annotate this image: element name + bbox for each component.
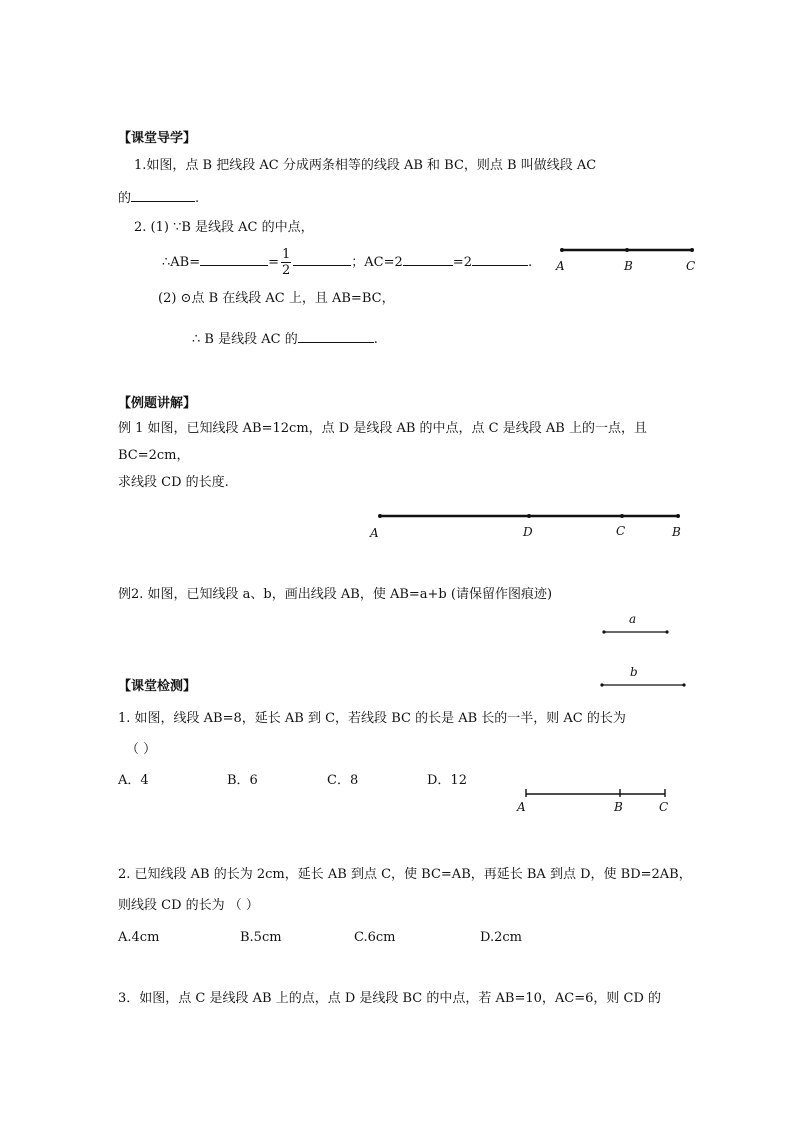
check-q1-line1: 1. 如图，线段 AB=8，延长 AB 到 C，若线段 BC 的长是 AB 长的一半，则 AC 的长为 [118,711,626,726]
segment-b-start [600,683,603,686]
guide-q2-intro: 2. (1) ∵B 是线段 AC 的中点， [134,220,314,235]
fraction-denominator: 2 [282,263,291,278]
check-q1-option-c[interactable]: C．8 [327,773,359,788]
label-a: A [517,800,526,814]
figure-segments-a-b [598,610,690,690]
point-b [676,514,680,518]
label-segment-b: b [630,665,638,679]
answer-blank[interactable] [293,253,351,266]
check-q1-option-b[interactable]: B．6 [227,773,258,788]
guide-q1-line2 [118,189,199,207]
text: = [268,255,280,270]
check-q2-line2: 则线段 CD 的长为 （ ） [118,898,259,913]
figure-segment-abc-extended [512,786,676,816]
guide-q1-line1: 1.如图，点 B 把线段 AC 分成两条相等的线段 AB 和 BC，则点 B 叫做线段 AC [134,158,597,173]
label-a: A [370,526,379,540]
text: ；AC=2 [351,255,403,270]
check-q3-line1: 3．如图，点 C 是线段 AB 上的点，点 D 是线段 BC 的中点，若 AB=10，AC=6，则 CD 的 [118,991,662,1006]
label-a: A [556,259,565,273]
example1-line3: 求线段 CD 的长度. [118,475,229,490]
check-q1-answer-paren: （ ） [126,742,157,757]
section-heading-examples: 【例题讲解】 [118,396,197,411]
point-a [560,248,564,252]
example1-line1: 例 1 如图，已知线段 AB=12cm，点 D 是线段 AB 的中点，点 C 是线段 AB 上的一点，且 [118,421,647,436]
text: . [195,191,200,206]
answer-blank[interactable] [131,189,195,202]
check-q2-option-b[interactable]: B.5cm [240,930,282,945]
point-c [690,248,694,252]
check-q1-option-d[interactable]: D．12 [427,773,467,788]
figure-segment-abc [552,240,702,276]
guide-q2-equation [162,242,532,284]
segment-b-end [682,683,685,686]
text: . [527,255,533,270]
check-q2-option-a[interactable]: A.4cm [118,930,160,945]
check-q2-option-c[interactable]: C.6cm [354,930,396,945]
label-d: D [523,525,533,539]
point-a [378,514,382,518]
text: ∴AB= [162,255,201,270]
answer-blank[interactable] [298,330,374,343]
check-q1-option-a[interactable]: A．4 [118,773,149,788]
answer-blank[interactable] [403,253,453,266]
label-segment-a: a [629,612,637,626]
guide-q2-part2: (2) ⊙点 B 在线段 AC 上，且 AB=BC， [158,291,395,306]
section-heading-check: 【课堂检测】 [118,679,197,694]
label-b: B [624,259,633,273]
example1-line2: BC=2cm， [118,448,190,463]
label-b: B [614,800,623,814]
point-c [620,514,624,518]
text: =2 [452,255,472,270]
label-c: C [686,259,696,273]
segment-a-start [602,630,605,633]
check-q2-option-d[interactable]: D.2cm [480,930,522,945]
label-c: C [659,800,669,814]
check-q2-line1: 2. 已知线段 AB 的长为 2cm，延长 AB 到点 C，使 BC=AB，再延长 BA 到点 D，使 BD=2AB， [118,867,692,882]
point-d [527,514,531,518]
example2-text: 例2. 如图，已知线段 a、b，画出线段 AB，使 AB=a+b (请保留作图痕迹) [118,587,553,602]
answer-blank[interactable] [472,253,528,266]
text: 的 [118,191,132,206]
guide-q2-conclusion [192,330,378,348]
label-b: B [672,525,681,539]
section-heading-guide: 【课堂导学】 [118,131,197,146]
point-b [625,248,629,252]
fraction-numerator: 1 [282,247,291,262]
text: ∴ B 是线段 AC 的 [192,332,298,347]
figure-segment-adcb [366,506,690,542]
text: . [373,332,378,347]
label-c: C [616,524,626,538]
segment-a-end [665,630,668,633]
fraction-one-half [281,247,291,278]
answer-blank[interactable] [200,253,268,266]
